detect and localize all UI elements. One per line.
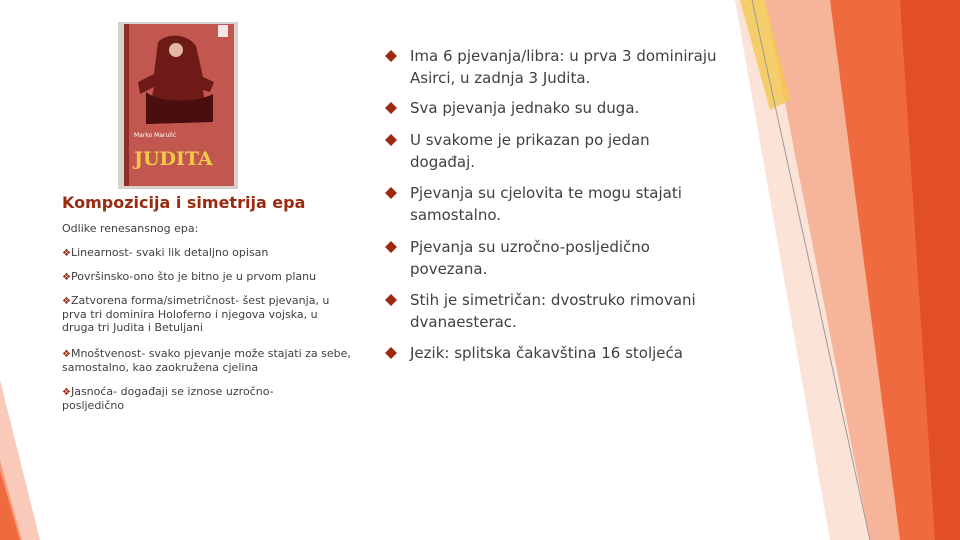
bullet-text: Stih je simetričan: dvostruko rimovani dvanaesterac. <box>410 291 696 331</box>
feature-text: Površinsko-ono što je bitno je u prvom planu <box>70 270 317 283</box>
diamond-bullet-icon <box>384 133 398 147</box>
book-cover-image <box>118 22 238 189</box>
bullet-text: Jezik: splitska čakavština 16 stoljeća <box>410 344 683 362</box>
feature-text: Linearnost- svaki lik detaljno opisan <box>70 246 269 259</box>
diamond-bullet-icon: ❖ <box>62 248 71 259</box>
bullet-item <box>384 342 734 364</box>
diamond-bullet-icon <box>384 186 398 200</box>
features-subheading: Odlike renesansnog epa: <box>62 222 199 235</box>
bullet-text: Pjevanja su cjelovita te mogu stajati samostalno. <box>410 184 682 224</box>
feature-item <box>62 294 352 334</box>
bullet-text: Sva pjevanja jednako su duga. <box>410 99 640 117</box>
feature-item <box>62 385 302 412</box>
diamond-bullet-icon: ❖ <box>62 296 71 307</box>
cover-title: JUDITA <box>134 148 213 170</box>
bullet-item <box>384 129 704 173</box>
bullet-item <box>384 182 734 226</box>
bullet-item <box>384 289 734 333</box>
feature-item <box>62 246 352 260</box>
bullet-item <box>384 45 734 89</box>
bullet-text: Pjevanja su uzročno-posljedično povezana. <box>410 238 650 278</box>
slide-title: Kompozicija i simetrija epa <box>62 193 306 212</box>
feature-item <box>62 270 352 284</box>
feature-item <box>62 347 352 374</box>
cover-author: Marko Marulić <box>134 132 176 139</box>
diamond-bullet-icon <box>384 240 398 254</box>
diamond-bullet-icon: ❖ <box>62 349 71 360</box>
diamond-bullet-icon <box>384 346 398 360</box>
feature-text: Mnoštvenost- svako pjevanje može stajati za sebe, samostalno, kao zaokružena cjelina <box>62 347 351 374</box>
bullet-text: Ima 6 pjevanja/libra: u prva 3 dominiraju Asirci, u zadnja 3 Judita. <box>410 47 717 87</box>
diamond-bullet-icon: ❖ <box>62 272 71 283</box>
feature-text: Jasnoća- događaji se iznose uzročno-posljedično <box>62 385 274 412</box>
bullet-item <box>384 236 704 280</box>
diamond-bullet-icon <box>384 101 398 115</box>
bullet-item <box>384 97 734 119</box>
bullet-text: U svakome je prikazan po jedan događaj. <box>410 131 650 171</box>
diamond-bullet-icon: ❖ <box>62 387 71 398</box>
feature-text: Zatvorena forma/simetričnost- šest pjevanja, u prva tri dominira Holoferno i njegova vojska, u druga tri Judita i Betuljani <box>62 294 330 334</box>
diamond-bullet-icon <box>384 49 398 63</box>
diamond-bullet-icon <box>384 293 398 307</box>
